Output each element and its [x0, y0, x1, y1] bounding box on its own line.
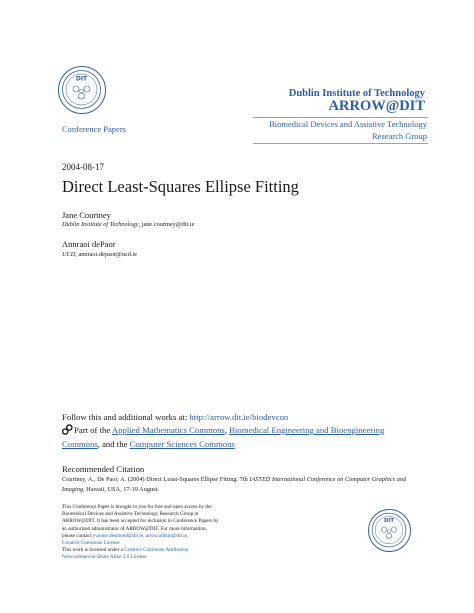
paper-date: 2004-08-17	[62, 162, 104, 172]
author-email: , jane.courtney@dit.ie	[138, 221, 195, 228]
author-name: Jane Courtney	[62, 210, 111, 220]
affiliation-text: Dublin Institute of Technology	[62, 221, 139, 228]
citation-venue: IASTED International Conference on Computer Graphics and	[249, 476, 407, 483]
access-notice	[62, 504, 362, 562]
part-of-block	[62, 424, 422, 450]
computer-sciences-commons-link[interactable]: Computer Sciences Commons	[129, 438, 235, 449]
notice-line: an authorized administrator of ARROW@DIT. For more information,	[62, 525, 207, 532]
paper-title: Direct Least-Squares Ellipse Fitting	[62, 177, 299, 196]
cc-license-link[interactable]: Creative Commons License	[62, 540, 120, 547]
notice-line: ARROW@DIT. It has been accepted for inclusion in Conference Papers by	[62, 518, 219, 525]
follow-url-link[interactable]: http://arrow.dit.ie/biodevcon	[189, 412, 289, 422]
contact-email-link[interactable]: yvonne.desmond@dit.ie, arrow.admin@dit.ie	[92, 532, 188, 539]
dit-seal-logo	[368, 509, 411, 552]
citation-venue: Imaging	[62, 485, 83, 493]
category-link[interactable]: Conference Papers	[62, 124, 126, 134]
cc-noncommercial-link[interactable]: Noncommercial-Share Alike 3.0 License	[62, 554, 147, 561]
separator: , and the	[97, 438, 130, 449]
institution-name: Dublin Institute of Technology	[288, 88, 425, 99]
header-divider	[253, 117, 428, 118]
separator: ,	[224, 425, 230, 435]
citation-text	[62, 475, 422, 494]
notice-line: Biomedical Devices and Assistive Technology Research Group at	[62, 511, 199, 518]
group-line-1: Biomedical Devices and Assistive Technology	[269, 119, 427, 129]
author-name: Annraoi dePaor	[62, 239, 116, 249]
follow-prefix: Follow this and additional works at:	[62, 412, 190, 422]
author-email: , annraoi.depaor@ucd.ie	[75, 251, 138, 258]
dit-seal-logo	[58, 66, 106, 114]
notice-line: This Conference Paper is brought to you for free and open access by the	[62, 504, 212, 510]
affiliation-text: UCD	[62, 251, 76, 258]
contact-suffix: ,	[187, 532, 189, 539]
commons-icon	[62, 424, 73, 439]
cc-attribution-link[interactable]: Creative Commons Attribution	[124, 547, 189, 554]
citation-plain: Courtney, A., De Paor, A. (2004) Direct Least-Squares Ellipse Fitting. 7th	[62, 476, 250, 483]
citation-heading: Recommended Citation	[62, 464, 145, 474]
group-link[interactable]	[269, 119, 427, 142]
header-divider-bottom	[253, 143, 428, 144]
author-affiliation	[62, 251, 137, 258]
biomedical-commons-link[interactable]: Commons	[62, 438, 98, 449]
biomedical-commons-link[interactable]: Biomedical Engineering and Bioengineering	[229, 425, 385, 435]
seal-text: DIT	[75, 75, 88, 83]
follow-line	[62, 412, 288, 422]
part-of-prefix: Part of the	[74, 425, 112, 435]
citation-plain: , Hawaii, USA, 17-19 August.	[83, 485, 159, 493]
seal-text: DIT	[383, 518, 395, 524]
repository-name[interactable]: ARROW@DIT	[328, 98, 425, 114]
license-prefix: This work is licensed under a	[62, 547, 125, 554]
group-line-2: Research Group	[372, 130, 427, 141]
contact-prefix: please contact	[62, 532, 93, 539]
author-affiliation	[62, 221, 194, 228]
applied-math-commons-link[interactable]: Applied Mathematics Commons	[111, 425, 225, 435]
